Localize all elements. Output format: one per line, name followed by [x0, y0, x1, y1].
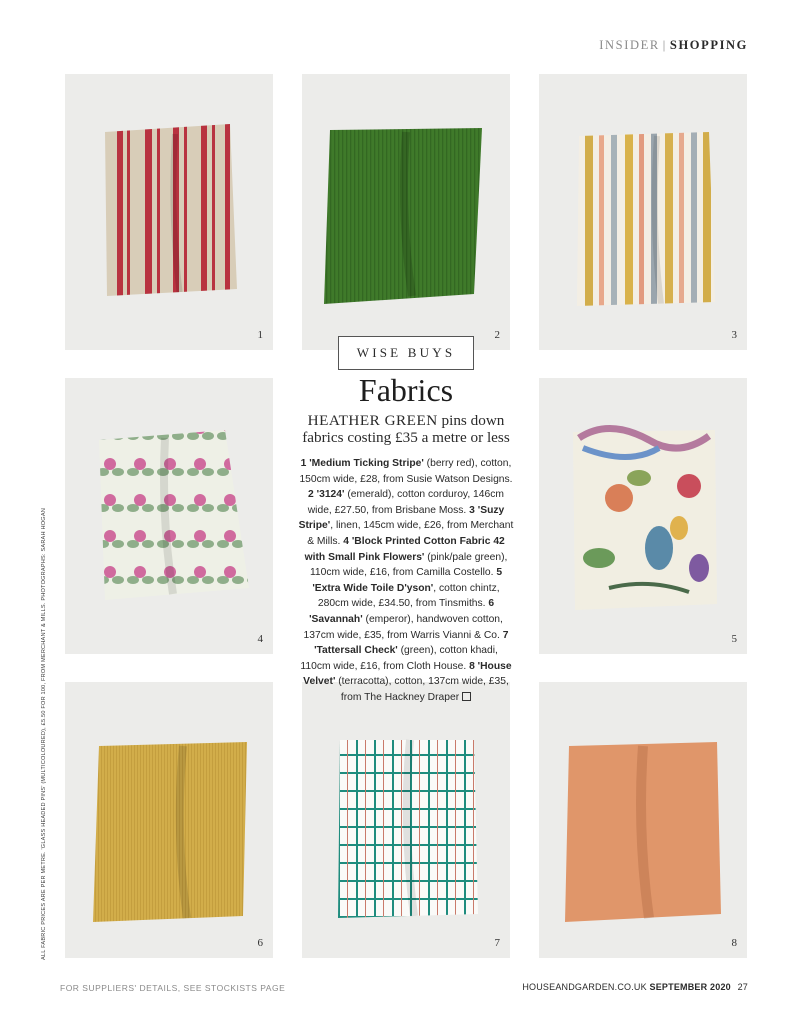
item-desc: , linen, 145cm wide, £26, from Merchant & Mills.	[307, 520, 514, 547]
photo-number: 5	[731, 633, 737, 645]
item-descriptions	[298, 456, 514, 706]
green-tattersall-check-swatch	[302, 682, 510, 958]
item-name: 'Block Printed Cotton Fabric 42 with Small Pink Flowers'	[304, 535, 505, 563]
wise-buys-badge: WISE BUYS	[338, 336, 474, 370]
photo-3	[539, 74, 747, 350]
section-header	[599, 38, 748, 53]
item-name: '3124'	[316, 489, 345, 501]
photo-number: 2	[494, 329, 500, 341]
item-number: 3	[469, 504, 475, 516]
item-number: 6	[488, 598, 495, 610]
photo-number: 6	[257, 937, 263, 949]
multicolour-linen-stripe-swatch	[539, 74, 747, 350]
author-name: HEATHER GREEN	[307, 412, 438, 429]
website: HOUSEANDGARDEN.CO.UK	[522, 982, 647, 992]
item-desc: , cotton chintz, 280cm wide, £34.50, from Tinsmiths.	[317, 582, 500, 610]
item-desc: (emerald), cotton corduroy, 146cm wide, £27.50, from Brisbane Moss.	[307, 489, 504, 516]
item-name: 'Medium Ticking Stripe'	[309, 458, 424, 469]
photo-4	[65, 378, 273, 654]
end-mark-icon	[462, 692, 471, 701]
item-name: 'House Velvet'	[303, 660, 512, 688]
standfirst	[296, 412, 516, 446]
photo-8	[539, 682, 747, 958]
item-name: 'Suzy Stripe'	[298, 504, 505, 532]
toile-chintz-swatch	[539, 378, 747, 654]
item-number: 2	[308, 489, 314, 501]
photo-2	[302, 74, 510, 350]
item-number: 8	[469, 660, 475, 672]
item-desc: (pink/pale green), 110cm wide, £16, from Camilla Costello.	[309, 551, 508, 579]
photo-number: 8	[731, 937, 737, 949]
terracotta-velvet-swatch	[539, 682, 747, 958]
photo-number: 4	[257, 633, 263, 645]
header-separator: |	[662, 38, 667, 52]
page-number: 27	[737, 982, 748, 992]
folio	[522, 982, 748, 992]
subsection-label: SHOPPING	[669, 38, 748, 52]
item-number: 5	[496, 567, 503, 579]
photo-credit-text: ALL FABRIC PRICES ARE PER METRE. 'GLASS HEADED PINS' (MULTICOLOURED), £5.50 FOR 100, FROM MERCHANT & MILLS. PHOTOGRAPHS: SARAH HOGAN	[41, 508, 47, 960]
photo-number: 7	[494, 937, 500, 949]
photo-6	[65, 682, 273, 958]
item-desc: (emperor), handwoven cotton, 137cm wide, £35, from Warris Vianni & Co.	[303, 613, 503, 641]
berry-red-ticking-stripe-swatch	[65, 74, 273, 350]
issue-date: SEPTEMBER 2020	[649, 982, 731, 992]
item-number: 4	[343, 535, 349, 547]
section-label: INSIDER	[599, 38, 660, 52]
pink-flower-block-print-swatch	[65, 378, 273, 654]
item-number: 7	[502, 629, 509, 641]
article-title: Fabrics	[358, 372, 454, 408]
item-desc: (green), cotton khadi, 110cm wide, £16, from Cloth House.	[300, 645, 498, 672]
item-name: 'Extra Wide Toile D'yson'	[312, 582, 434, 594]
standfirst-line1: pins down	[437, 412, 505, 429]
emerald-corduroy-swatch	[302, 74, 510, 350]
yellow-handwoven-cotton-swatch	[65, 682, 273, 958]
photo-5	[539, 378, 747, 654]
item-desc: (terracotta), cotton, 137cm wide, £35, from The Hackney Draper	[335, 676, 509, 703]
photo-number: 1	[257, 329, 263, 341]
item-name: 'Savannah'	[309, 613, 363, 625]
photo-number: 3	[731, 329, 737, 341]
photo-7	[302, 682, 510, 958]
item-name: 'Tattersall Check'	[314, 645, 398, 657]
suppliers-note: FOR SUPPLIERS' DETAILS, SEE STOCKISTS PAGE	[60, 983, 286, 993]
item-desc: (berry red), cotton, 150cm wide, £28, from Susie Watson Designs.	[299, 458, 513, 485]
standfirst-line2: fabrics costing £35 a metre or less	[302, 429, 510, 446]
photo-1	[65, 74, 273, 350]
item-number: 1	[300, 458, 307, 469]
